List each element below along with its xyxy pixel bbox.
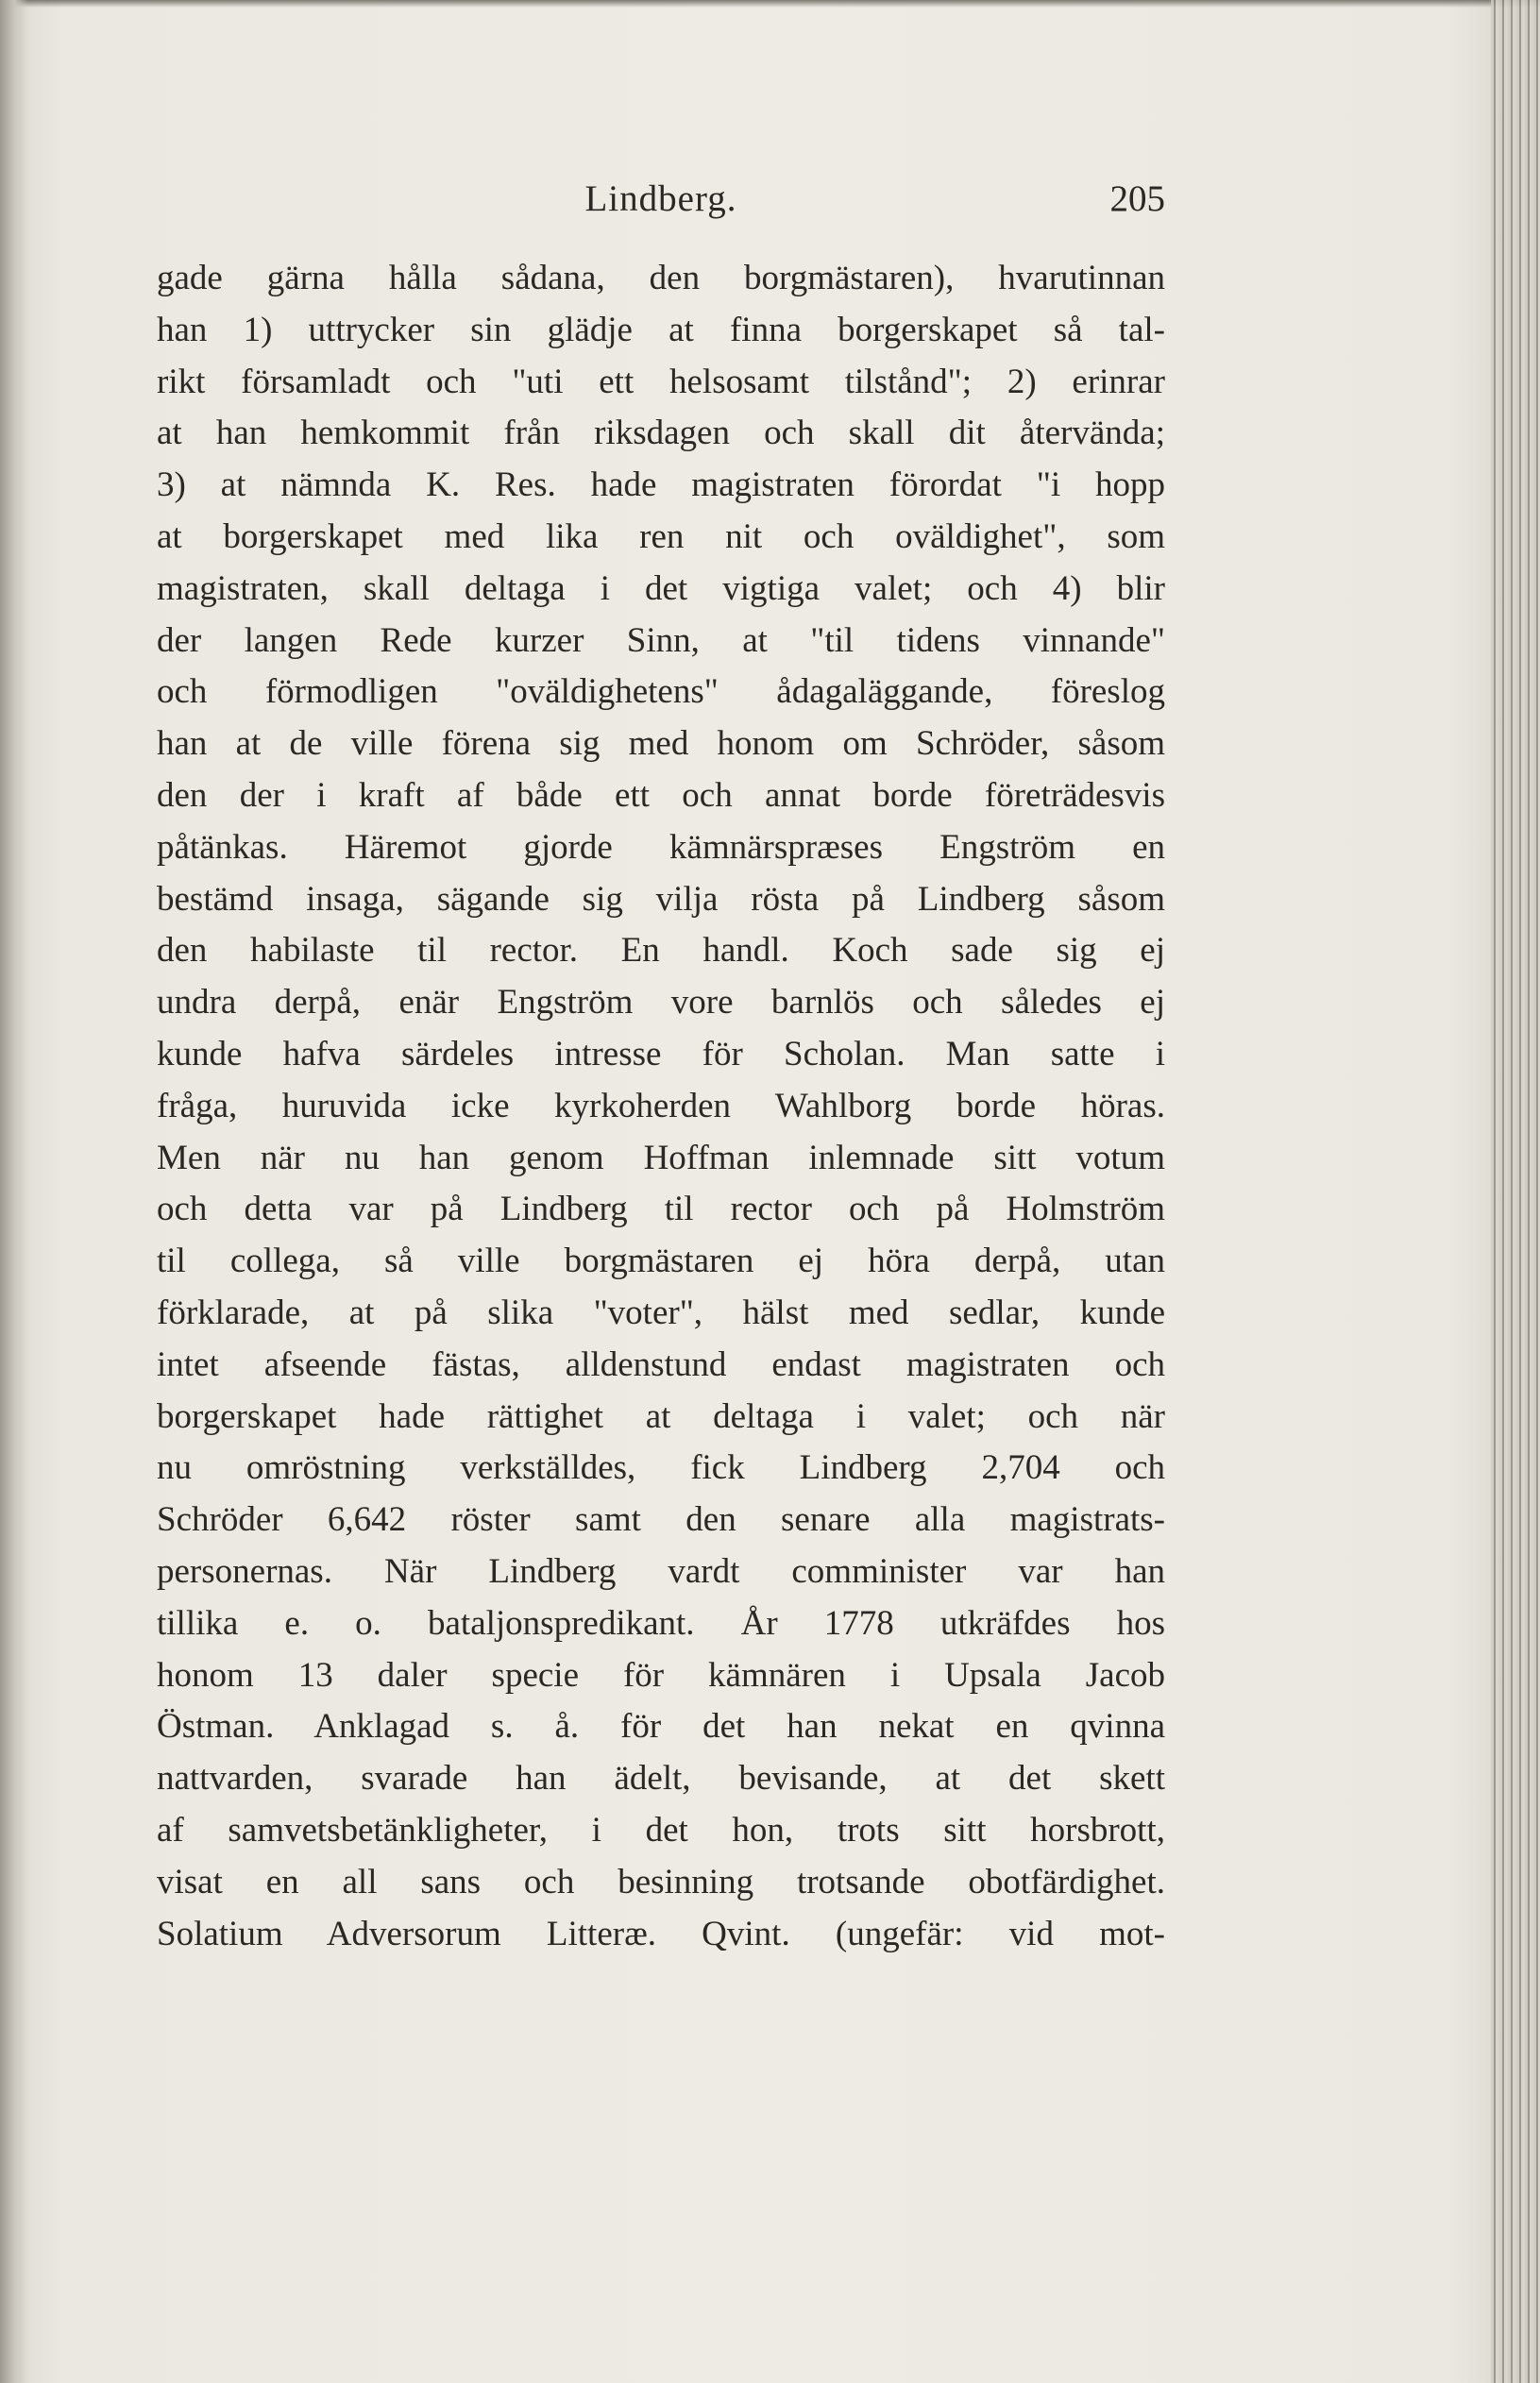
text-line: borgerskapet hade rättighet at deltaga i valet; och när [157, 1396, 1165, 1436]
page-right-edge-stack [1491, 0, 1540, 2383]
text-line: den der i kraft af både ett och annat borde företrädesvis [157, 775, 1165, 815]
text-line: at han hemkommit från riksdagen och skall dit återvända; [157, 414, 1165, 453]
text-line: kunde hafva särdeles intresse för Scholan. Man satte i [157, 1034, 1165, 1073]
text-line: och detta var på Lindberg til rector och på Holmström [157, 1190, 1165, 1229]
text-line: Östman. Anklagad s. å. för det han nekat en qvinna [157, 1707, 1165, 1747]
text-line: tillika e. o. bataljonspredikant. År 1778 utkräfdes hos [157, 1603, 1165, 1643]
text-line: Schröder 6,642 röster samt den senare alla magistrats- [157, 1500, 1165, 1540]
page-left-gutter-shadow [0, 0, 28, 2383]
text-line: rikt församladt och "uti ett helsosamt tilstånd"; 2) erinrar [157, 362, 1165, 401]
text-line: intet afseende fästas, alldenstund endast magistraten och [157, 1344, 1165, 1384]
text-line: honom 13 daler specie för kämnären i Upsala Jacob [157, 1655, 1165, 1695]
text-line: och förmodligen "oväldighetens" ådagaläggande, föreslog [157, 672, 1165, 712]
text-line: Men när nu han genom Hoffman inlemnade sitt votum [157, 1138, 1165, 1177]
text-line: påtänkas. Häremot gjorde kämnärspræses Engström en [157, 827, 1165, 867]
text-line: til collega, så ville borgmästaren ej höra derpå, utan [157, 1242, 1165, 1281]
text-line: gade gärna hålla sådana, den borgmästaren), hvarutinnan [157, 259, 1165, 297]
text-line: visat en all sans och besinning trotsande obotfärdighet. [157, 1862, 1165, 1901]
page-top-shadow [0, 0, 1540, 8]
text-line: personernas. När Lindberg vardt comminister var han [157, 1551, 1165, 1591]
text-line: den habilaste til rector. En handl. Koch sade sig ej [157, 931, 1165, 971]
text-line: förklarade, at på slika "voter", hälst med sedlar, kunde [157, 1293, 1165, 1332]
text-line: magistraten, skall deltaga i det vigtiga valet; och 4) blir [157, 568, 1165, 608]
text-line: af samvetsbetänkligheter, i det hon, trots sitt horsbrott, [157, 1810, 1165, 1850]
text-line: bestämd insaga, sägande sig vilja rösta på Lindberg såsom [157, 879, 1165, 919]
text-line: Solatium Adversorum Litteræ. Qvint. (ungefär: vid mot- [157, 1914, 1165, 1953]
page-number: 205 [1109, 178, 1165, 219]
text-line: undra derpå, enär Engström vore barnlös och således ej [157, 983, 1165, 1022]
page-header [157, 177, 1165, 225]
running-head: Lindberg. [584, 178, 737, 219]
text-line: at borgerskapet med lika ren nit och oväldighet", som [157, 516, 1165, 556]
text-line: 3) at nämnda K. Res. hade magistraten förordat "i hopp [157, 465, 1165, 505]
text-line: han 1) uttrycker sin glädje at finna borgerskapet så tal- [157, 310, 1165, 349]
text-line: nu omröstning verkställdes, fick Lindberg 2,704 och [157, 1448, 1165, 1488]
text-line: fråga, huruvida icke kyrkoherden Wahlborg borde höras. [157, 1086, 1165, 1125]
text-line: nattvarden, svarade han ädelt, bevisande, at det skett [157, 1759, 1165, 1799]
body-text [157, 253, 1165, 1960]
text-line: han at de ville förena sig med honom om Schröder, såsom [157, 724, 1165, 764]
text-line: der langen Rede kurzer Sinn, at "til tidens vinnande" [157, 620, 1165, 660]
